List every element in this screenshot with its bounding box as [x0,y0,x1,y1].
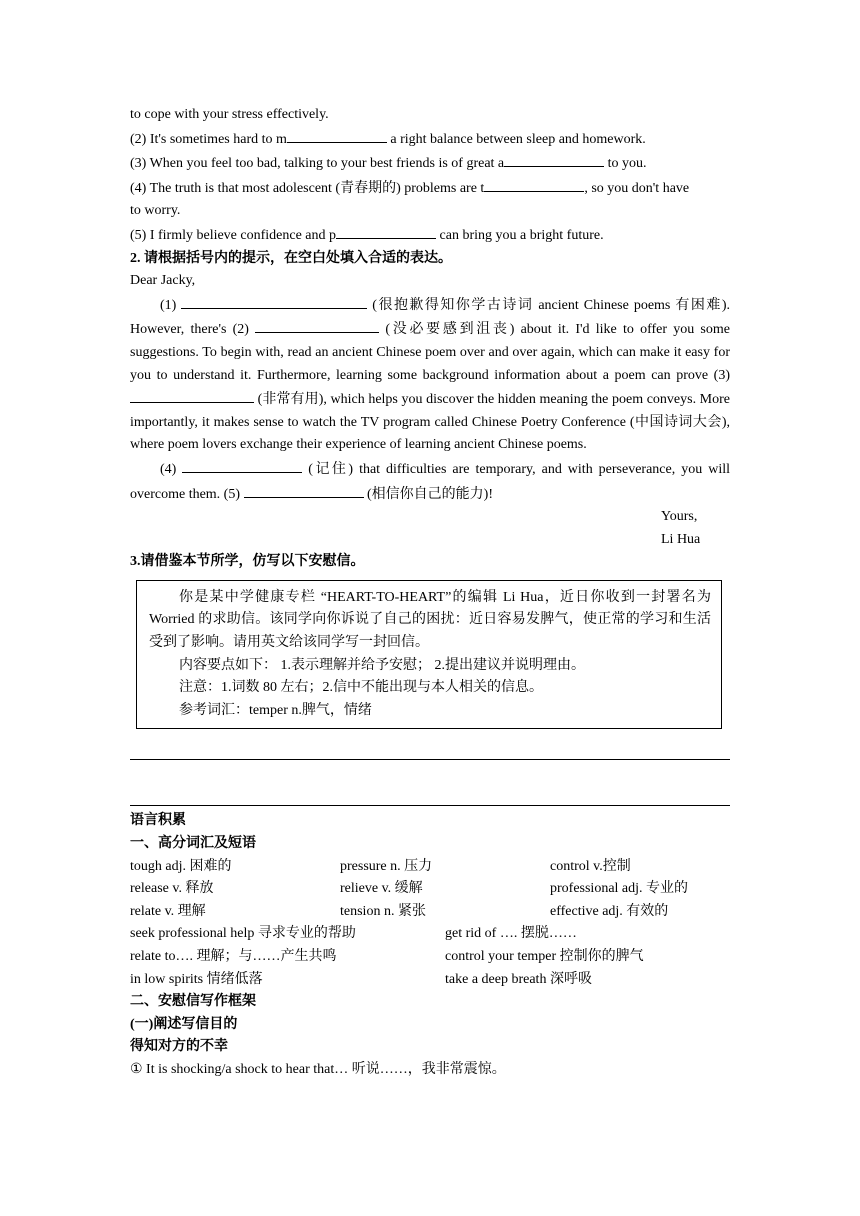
s1-line-3-pre: (3) When you feel too bad, talking to your best friends is of great a [130,156,505,172]
answer-blank[interactable] [287,127,387,143]
p1-text-1: (1) [160,297,182,313]
answer-blank[interactable] [255,317,379,333]
task-points: 内容要点如下： 1.表示理解并给予安慰； 2.提出建议并说明理由。 [179,657,585,673]
phrase-grid [130,923,730,991]
s1-line-4 [130,176,730,201]
vocab-heading: 一、高分词汇及短语 [130,836,256,852]
p1-text-2: (很抱歉得知你学古诗词 ancient Chinese poems 有困难). However, there's (2) [130,297,730,338]
answer-blank[interactable] [336,223,436,239]
p2-text-3: (相信你自己的能力)! [363,486,494,502]
task-box [136,580,722,730]
answer-blank[interactable] [182,457,302,473]
s1-line-2 [130,127,730,152]
phrase-item: seek professional help 寻求专业的帮助 [130,926,356,942]
s1-line-5-text: to worry. [130,203,181,219]
s1-line-4-pre: (4) The truth is that most adolescent (青春期的) problems are t [130,180,485,196]
vocab-item: pressure n. 压力 [340,858,433,874]
document-content [130,104,730,1082]
s1-line-3 [130,151,730,176]
phrase-item: control your temper 控制你的脾气 [445,949,644,964]
task-description: 你是某中学健康专栏 “HEART-TO-HEART”的编辑 Li Hua，近日你收到一封署名为 Worried 的求助信。该同学向你诉说了自己的困扰：近日容易发脾气，使正常的学习和生活受到了影响。请用英文给该同学写一封回信。 [149,589,711,651]
task-vocabulary: 参考词汇：temper n.脾气，情绪 [179,702,372,718]
answer-blank[interactable] [181,293,367,309]
accumulation-title: 语言积累 [130,813,186,829]
answer-blank[interactable] [504,151,604,167]
vocab-item: control v.控制 [550,858,631,874]
phrase-item: in low spirits 情绪低落 [130,971,263,987]
s1-line-2-pre: (2) It's sometimes hard to m [130,131,287,147]
vocab-item: release v. 释放 [130,881,214,897]
section3-heading: 3.请借鉴本节所学，仿写以下安慰信。 [130,554,365,570]
misfortune-heading: 得知对方的不幸 [130,1039,228,1055]
s1-line-2-post: a right balance between sleep and homework. [386,131,646,147]
letter-paragraph-1 [130,293,730,457]
letter-paragraph-2 [130,457,730,506]
vocab-item: tough adj. 困难的 [130,858,232,874]
vocab-item: professional adj. 专业的 [550,881,689,897]
phrase-item: get rid of …. 摆脱…… [445,926,577,942]
s1-line-6 [130,223,730,248]
vocab-item: relate v. 理解 [130,903,206,919]
p1-text-4: (非常有用), which helps you discover the hidden meaning the poem conveys. More importantly, it makes sense to watch the TV program called Chinese Poetry Conference (中国诗词大会), where poem lovers exchange their experience of learning ancient Chinese poems. [130,392,730,453]
p2-text-2: (记住) that difficulties are temporary, and with perseverance, you will overcome them. (5) [130,461,730,502]
answer-blank[interactable] [484,176,584,192]
s1-line-1-text: to cope with your stress effectively. [130,107,329,122]
phrase-item: relate to…. 理解；与……产生共鸣 [130,949,337,964]
s1-line-1 [130,104,730,127]
s1-line-5 [130,200,730,223]
vocab-grid [130,856,730,924]
s1-line-6-pre: (5) I firmly believe confidence and p [130,227,337,243]
letter-greeting: Dear Jacky, [130,273,196,289]
s1-line-3-post: to you. [604,156,647,172]
phrase-item: take a deep breath 深呼吸 [445,971,592,987]
s1-line-6-post: can bring you a bright future. [436,227,604,243]
p2-text-1: (4) [160,461,183,477]
answer-blank[interactable] [130,387,254,403]
answer-blank[interactable] [244,482,364,498]
vocab-item: tension n. 紧张 [340,903,426,919]
letter-signature: Li Hua [661,531,701,547]
p1-text-3: (没必要感到沮丧) about it. I'd like to offer you some suggestions. To begin with, read an ancient Chinese poem over and over again, which can make it easy for you to understand it. Furthermore, learning some background information about a poem can prove (3) [130,322,730,383]
vocab-item: effective adj. 有效的 [550,903,669,919]
task-notes: 注意：1.词数 80 左右；2.信中不能出现与本人相关的信息。 [179,680,543,696]
letter-closing: Yours, [661,509,698,525]
vocab-item: relieve v. 缓解 [340,881,423,897]
s1-line-4-post: , so you don't have [584,180,690,196]
section2-heading: 2. 请根据括号内的提示，在空白处填入合适的表达。 [130,250,452,266]
framework-heading: 二、安慰信写作框架 [130,994,256,1010]
example-sentence: ① It is shocking/a shock to hear that… 听说……，我非常震惊。 [130,1061,506,1077]
purpose-heading: (一)阐述写信目的 [130,1016,238,1032]
